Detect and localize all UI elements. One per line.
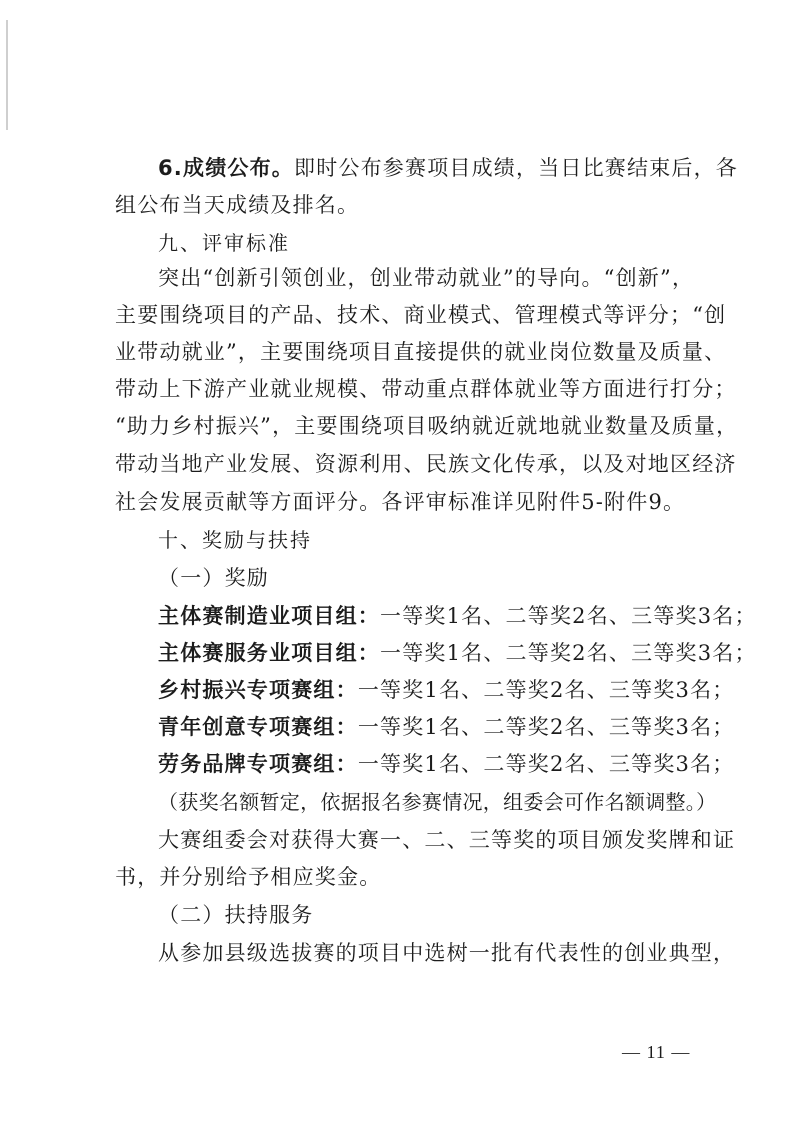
award-note: （获奖名额暂定，依据报名参赛情况，组委会可作名额调整。）: [158, 790, 717, 814]
scan-edge-mark: [6, 20, 8, 130]
section9-line: 业带动就业”，主要围绕项目直接提供的就业岗位数量及质量、: [115, 340, 727, 364]
award-group: 主体赛服务业项目组：: [158, 641, 380, 665]
section9-line: 主要围绕项目的产品、技术、商业模式、管理模式等评分；“创: [115, 303, 727, 327]
award-group: 青年创意专项赛组：: [158, 715, 358, 739]
section10-para-line2: 书，并分别给予相应奖金。: [115, 865, 382, 889]
award-group: 主体赛制造业项目组：: [158, 604, 380, 628]
award-detail: 一等奖1名、二等奖2名、三等奖3名；: [380, 641, 757, 665]
award-line: [158, 712, 735, 742]
section10-heading: 十、奖励与扶持: [158, 528, 312, 552]
section9-line: 社会发展贡献等方面评分。各评审标准详见附件5-附件9。: [115, 490, 686, 514]
section10-sub2: （二）扶持服务: [158, 903, 314, 927]
award-line: [158, 675, 735, 705]
sec6-line1: [158, 153, 738, 183]
sec6-line2: 组公布当天成绩及排名。: [115, 193, 360, 217]
section10-last-line: 从参加县级选拔赛的项目中选树一批有代表性的创业典型，: [158, 941, 736, 965]
section10-sub1: （一）奖励: [158, 566, 269, 590]
award-detail: 一等奖1名、二等奖2名、三等奖3名；: [357, 678, 735, 702]
sec6-label: 6.成绩公布。: [158, 156, 294, 180]
section9-line: 突出“创新引领创业，创业带动就业”的导向。“创新”，: [158, 266, 695, 290]
award-line: [158, 749, 735, 779]
page-number: — 11 —: [622, 1042, 691, 1062]
award-group: 劳务品牌专项赛组：: [158, 752, 358, 776]
section9-line: 带动当地产业发展、资源利用、民族文化传承，以及对地区经济: [115, 452, 737, 476]
section10-para-line1: 大赛组委会对获得大赛一、二、三等奖的项目颁发奖牌和证: [158, 828, 736, 852]
sec6-text1: 即时公布参赛项目成绩，当日比赛结束后，各: [294, 156, 738, 180]
award-line: [158, 601, 757, 631]
section9-line: 带动上下游产业就业规模、带动重点群体就业等方面进行打分；: [115, 377, 737, 401]
award-group: 乡村振兴专项赛组：: [158, 678, 358, 702]
award-line: [158, 638, 757, 668]
award-detail: 一等奖1名、二等奖2名、三等奖3名；: [380, 604, 757, 628]
section9-heading: 九、评审标准: [158, 231, 290, 255]
award-detail: 一等奖1名、二等奖2名、三等奖3名；: [357, 752, 735, 776]
section9-line: “助力乡村振兴”，主要围绕项目吸纳就近就地就业数量及质量，: [115, 414, 739, 438]
award-detail: 一等奖1名、二等奖2名、三等奖3名；: [357, 715, 735, 739]
